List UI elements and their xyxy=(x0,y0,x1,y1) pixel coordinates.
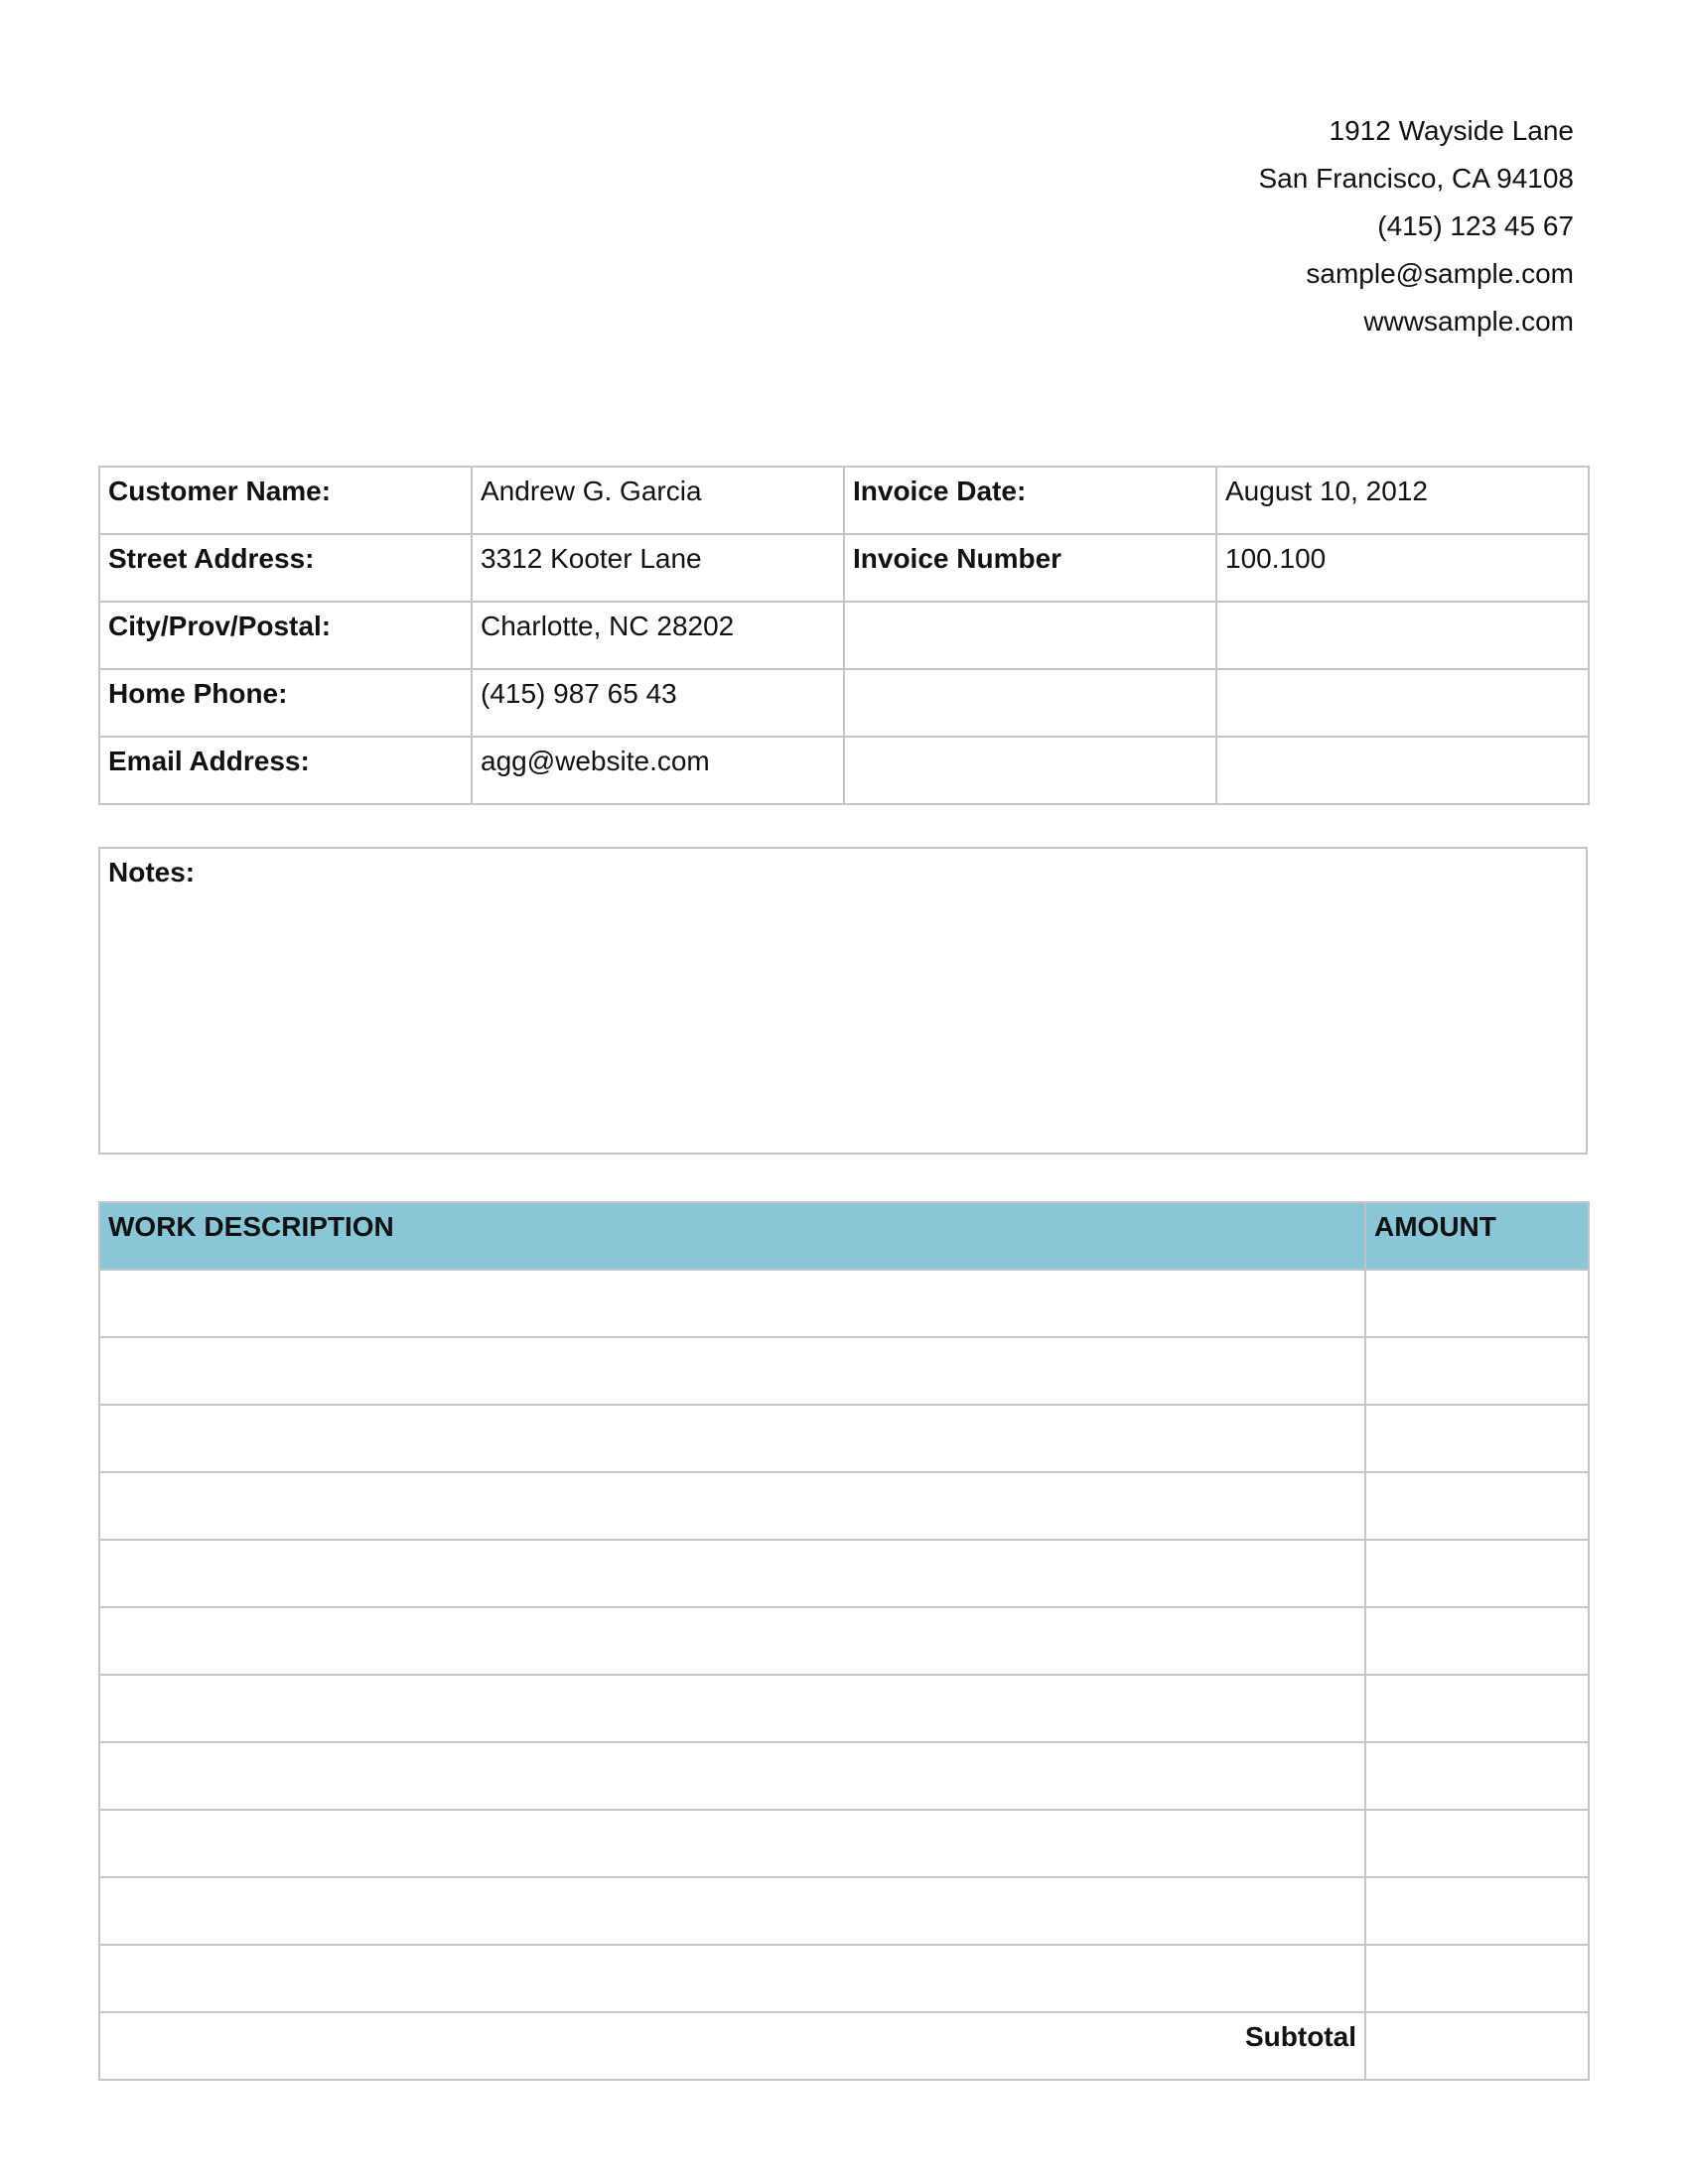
description-cell xyxy=(99,1742,1365,1810)
description-cell xyxy=(99,1945,1365,2012)
work-table-header-row xyxy=(99,1202,1589,1270)
work-row xyxy=(99,1945,1589,2012)
empty-cell xyxy=(1216,669,1589,737)
amount-cell xyxy=(1365,1405,1589,1472)
description-cell xyxy=(99,1270,1365,1337)
subtotal-amount-cell xyxy=(1365,2012,1589,2080)
city-prov-postal-value: Charlotte, NC 28202 xyxy=(472,602,844,669)
company-email: sample@sample.com xyxy=(1306,258,1574,289)
work-row xyxy=(99,1742,1589,1810)
description-cell xyxy=(99,1337,1365,1405)
description-cell xyxy=(99,1540,1365,1607)
description-cell xyxy=(99,1877,1365,1945)
customer-invoice-info-table xyxy=(98,466,1590,805)
company-address-line2: San Francisco, CA 94108 xyxy=(1258,163,1574,194)
amount-cell xyxy=(1365,1270,1589,1337)
description-cell xyxy=(99,1607,1365,1675)
amount-cell xyxy=(1365,1810,1589,1877)
info-row xyxy=(99,602,1589,669)
notes-label: Notes: xyxy=(108,857,196,887)
home-phone-value: (415) 987 65 43 xyxy=(472,669,844,737)
work-row xyxy=(99,1405,1589,1472)
info-row xyxy=(99,737,1589,804)
amount-cell xyxy=(1365,1742,1589,1810)
amount-cell xyxy=(1365,1607,1589,1675)
notes-box xyxy=(98,847,1588,1155)
work-description-header: WORK DESCRIPTION xyxy=(99,1202,1365,1270)
subtotal-label: Subtotal xyxy=(99,2012,1365,2080)
invoice-number-value: 100.100 xyxy=(1216,534,1589,602)
amount-cell xyxy=(1365,1472,1589,1540)
work-row xyxy=(99,1877,1589,1945)
company-address-line1: 1912 Wayside Lane xyxy=(1329,115,1574,146)
street-address-value: 3312 Kooter Lane xyxy=(472,534,844,602)
amount-cell xyxy=(1365,1337,1589,1405)
customer-name-label: Customer Name: xyxy=(99,467,472,534)
invoice-date-label: Invoice Date: xyxy=(844,467,1216,534)
company-contact-block xyxy=(879,107,1574,345)
empty-cell xyxy=(844,737,1216,804)
email-address-value: agg@website.com xyxy=(472,737,844,804)
work-row xyxy=(99,1810,1589,1877)
info-row xyxy=(99,467,1589,534)
city-prov-postal-label: City/Prov/Postal: xyxy=(99,602,472,669)
work-row xyxy=(99,1337,1589,1405)
empty-cell xyxy=(1216,737,1589,804)
invoice-number-label: Invoice Number xyxy=(844,534,1216,602)
invoice-date-value: August 10, 2012 xyxy=(1216,467,1589,534)
email-address-label: Email Address: xyxy=(99,737,472,804)
description-cell xyxy=(99,1405,1365,1472)
info-row xyxy=(99,534,1589,602)
description-cell xyxy=(99,1675,1365,1742)
work-row xyxy=(99,1607,1589,1675)
amount-cell xyxy=(1365,1675,1589,1742)
customer-name-value: Andrew G. Garcia xyxy=(472,467,844,534)
work-row xyxy=(99,1675,1589,1742)
street-address-label: Street Address: xyxy=(99,534,472,602)
empty-cell xyxy=(1216,602,1589,669)
work-description-table xyxy=(98,1201,1590,2081)
empty-cell xyxy=(844,602,1216,669)
amount-header: AMOUNT xyxy=(1365,1202,1589,1270)
empty-cell xyxy=(844,669,1216,737)
amount-cell xyxy=(1365,1945,1589,2012)
description-cell xyxy=(99,1472,1365,1540)
company-website: wwwsample.com xyxy=(1363,306,1574,337)
subtotal-row xyxy=(99,2012,1589,2080)
info-row xyxy=(99,669,1589,737)
company-phone: (415) 123 45 67 xyxy=(1377,210,1574,241)
amount-cell xyxy=(1365,1540,1589,1607)
work-row xyxy=(99,1540,1589,1607)
amount-cell xyxy=(1365,1877,1589,1945)
work-row xyxy=(99,1472,1589,1540)
home-phone-label: Home Phone: xyxy=(99,669,472,737)
description-cell xyxy=(99,1810,1365,1877)
work-row xyxy=(99,1270,1589,1337)
